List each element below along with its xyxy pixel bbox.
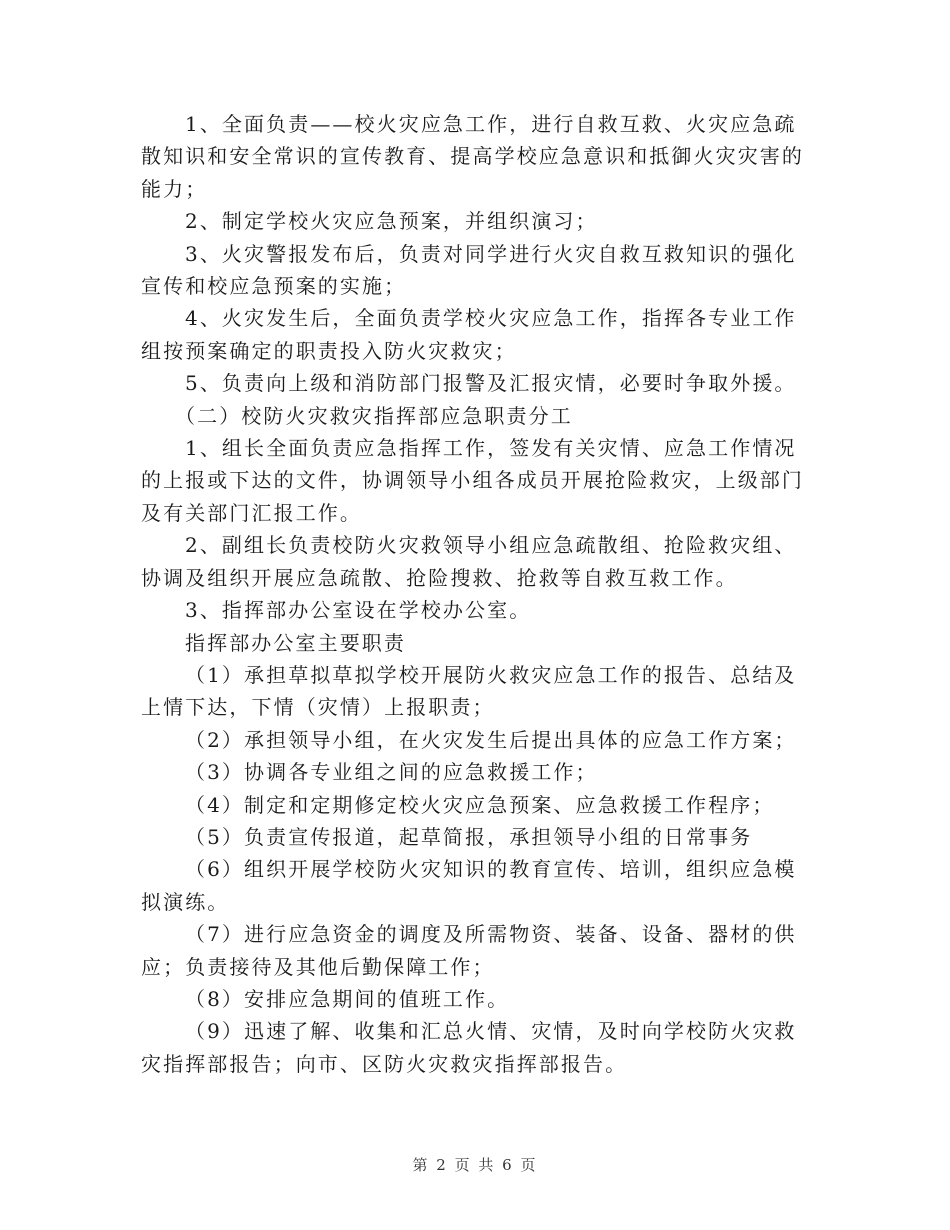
office-duty-item-1: （1）承担草拟草拟学校开展防火救灾应急工作的报告、总结及上情下达，下情（灾情）上报职责； — [141, 662, 797, 720]
page-number-label: 第 2 页 共 6 页 — [412, 1156, 538, 1174]
subheading-office-duties: 指挥部办公室主要职责 — [185, 630, 406, 655]
office-duty-item-8: （8）安排应急期间的值班工作。 — [185, 986, 510, 1011]
paragraph-leader: 1、组长全面负责应急指挥工作，签发有关灾情、应急工作情况的上报或下达的文件，协调领导小组各成员开展抢险救灾，上级部门及有关部门汇报工作。 — [141, 436, 804, 525]
paragraph-office-location: 3、指挥部办公室设在学校办公室。 — [185, 598, 532, 623]
paragraph-deputy-leader: 2、副组长负责校防火灾救领导小组应急疏散组、抢险救灾组、协调及组织开展应急疏散、抢险搜救、抢救等自救互救工作。 — [141, 533, 797, 590]
paragraph-duty-5: 5、负责向上级和消防部门报警及汇报灾情，必要时争取外援。 — [185, 371, 797, 396]
office-duty-item-4: （4）制定和定期修定校火灾应急预案、应急救援工作程序； — [185, 792, 775, 817]
section-heading-division: （二）校防火灾救灾指挥部应急职责分工 — [175, 403, 573, 428]
document-body — [141, 108, 816, 1080]
paragraph-duty-2: 2、制定学校火灾应急预案，并组织演习； — [185, 209, 598, 234]
office-duty-item-7: （7）进行应急资金的调度及所需物资、装备、设备、器材的供应；负责接待及其他后勤保障工作； — [141, 922, 797, 979]
office-duty-item-5: （5）负责宣传报道，起草简报，承担领导小组的日常事务 — [185, 824, 753, 849]
office-duty-item-6: （6）组织开展学校防火灾知识的教育宣传、培训，组织应急模拟演练。 — [141, 857, 797, 914]
office-duty-item-9: （9）迅速了解、收集和汇总火情、灾情，及时向学校防火灾救灾指挥部报告；向市、区防火灾救灾指挥部报告。 — [141, 1019, 797, 1076]
paragraph-duty-4: 4、火灾发生后，全面负责学校火灾应急工作，指挥各专业工作组按预案确定的职责投入防火灾救灾； — [141, 306, 797, 363]
office-duty-item-2: （2）承担领导小组，在火灾发生后提出具体的应急工作方案； — [185, 727, 797, 752]
page-footer — [0, 1154, 950, 1175]
paragraph-duty-1: 1、全面负责——校火灾应急工作，进行自救互救、火灾应急疏散知识和安全常识的宣传教育、提高学校应急意识和抵御火灾灾害的能力； — [141, 112, 804, 201]
paragraph-duty-3: 3、火灾警报发布后，负责对同学进行火灾自救互救知识的强化宣传和校应急预案的实施； — [141, 241, 797, 299]
office-duty-item-3: （3）协调各专业组之间的应急救援工作； — [185, 760, 598, 785]
